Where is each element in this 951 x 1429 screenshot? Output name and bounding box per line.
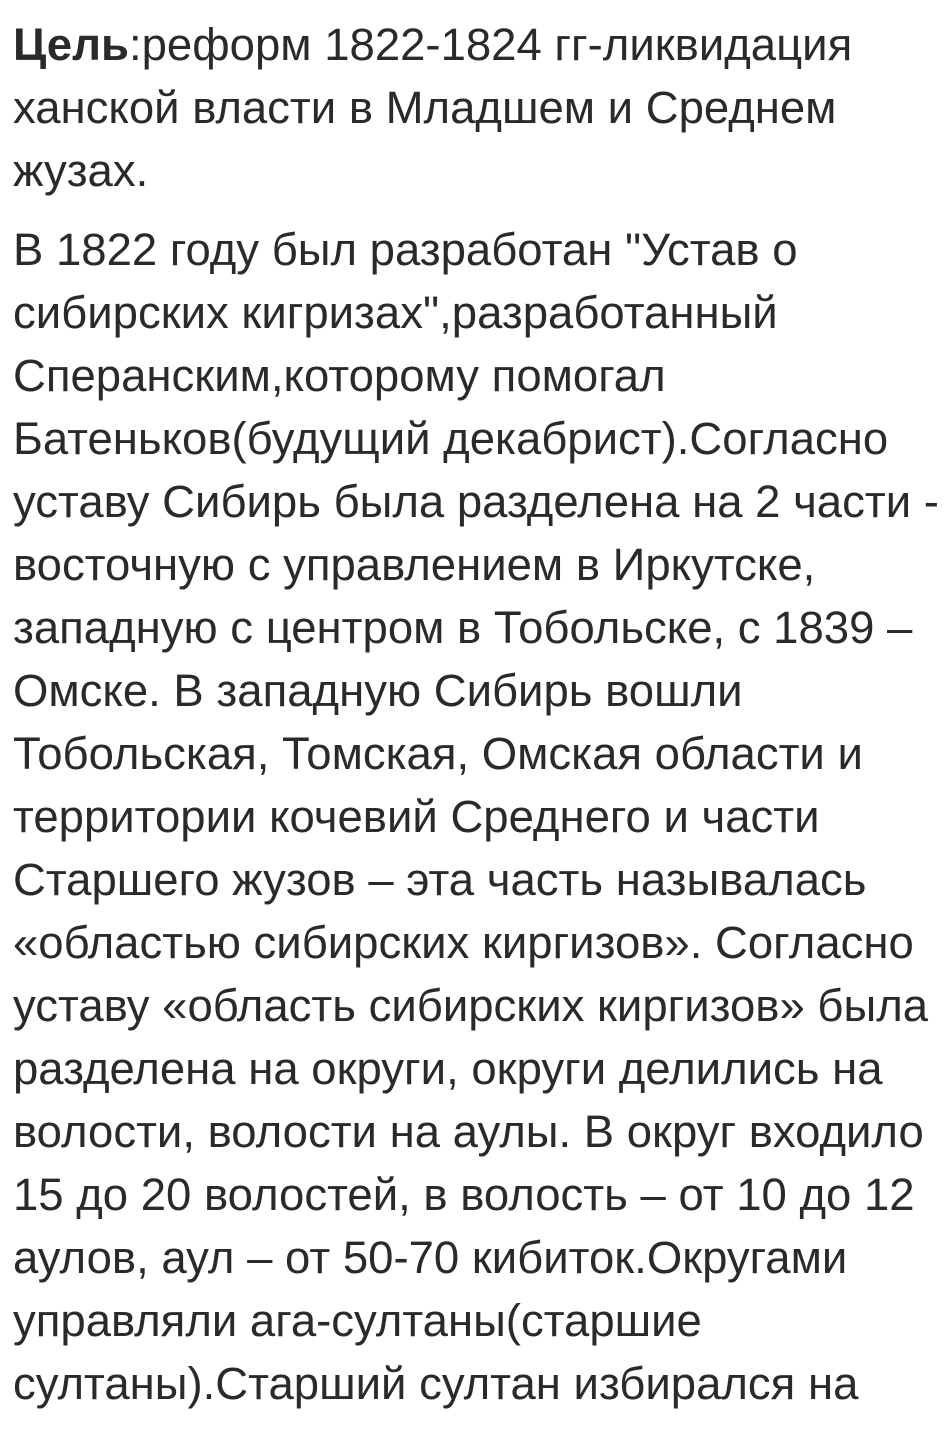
- document-text: [13, 13, 951, 1415]
- body-line: западную с центром в Тобольске, с 1839 –: [13, 602, 913, 653]
- body-line: территории кочевий Среднего и части: [13, 791, 820, 842]
- body-line: «областью сибирских киргизов». Согласно: [13, 917, 914, 968]
- body-line: Омске. В западную Сибирь вошли: [13, 665, 743, 716]
- paragraph-gap: [13, 202, 951, 218]
- goal-line-3: жузах.: [13, 145, 149, 196]
- body-line: 15 до 20 волостей, в волость – от 10 до 12: [13, 1169, 915, 1220]
- body-line: управляли ага-султаны(старшие: [13, 1295, 702, 1346]
- body-paragraph: [13, 218, 951, 1415]
- body-line: восточную с управлением в Иркутске,: [13, 539, 816, 590]
- body-line: Тобольская, Томская, Омская области и: [13, 728, 863, 779]
- body-line: аулов, аул – от 50-70 кибиток.Округами: [13, 1232, 848, 1283]
- body-line: волости, волости на аулы. В округ входило: [13, 1106, 924, 1157]
- goal-line-1: [13, 13, 951, 76]
- body-line: В 1822 году был разработан "Устав о: [13, 224, 798, 275]
- body-line: сибирских кигризах",разработанный: [13, 287, 778, 338]
- body-line: разделена на округи, округи делились на: [13, 1043, 883, 1094]
- body-line: уставу Сибирь была разделена на 2 части -: [13, 476, 939, 527]
- goal-line-2: ханской власти в Младшем и Среднем: [13, 82, 837, 133]
- body-line: Старшего жузов – эта часть называлась: [13, 854, 867, 905]
- goal-text: :реформ 1822-1824 гг-ликвидация: [128, 19, 853, 70]
- body-line: Батеньков(будущий декабрист).Согласно: [13, 413, 889, 464]
- body-line: султаны).Старший султан избирался на: [13, 1358, 859, 1409]
- goal-label: Цель: [13, 19, 129, 70]
- body-line: Сперанским,которому помогал: [13, 350, 666, 401]
- body-line: уставу «область сибирских киргизов» была: [13, 980, 929, 1031]
